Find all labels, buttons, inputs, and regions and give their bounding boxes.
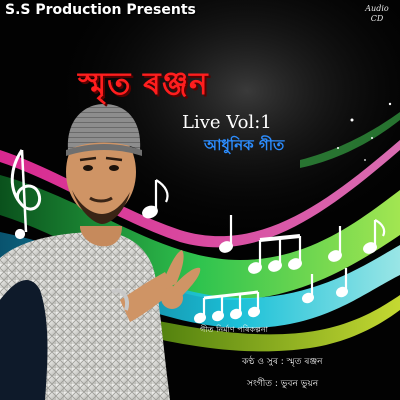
- badge-line-2: CD: [370, 14, 384, 23]
- album-title: Live Vol:1: [182, 112, 272, 133]
- left-eye: [83, 165, 93, 171]
- hand: [161, 287, 183, 309]
- producer-credit: S.S Production Presents: [5, 2, 196, 18]
- artist-name: স্মৃত ৰঞ্জন: [78, 66, 209, 102]
- audio-cd-badge: [360, 4, 394, 24]
- album-subtitle: আধুনিক গীত: [204, 136, 285, 154]
- shoulder-shadow: [0, 280, 47, 400]
- credit-left: গীত নিৰ্মাণ পৰিকল্পনা: [200, 325, 268, 334]
- credit-vocals: কণ্ঠ ও সুৰ : স্মৃত ৰঞ্জন: [242, 357, 323, 367]
- right-eye: [109, 165, 119, 171]
- credit-music: সংগীত : ভুবন ভুয়ন: [247, 379, 319, 389]
- badge-line-1: Audio: [365, 4, 389, 13]
